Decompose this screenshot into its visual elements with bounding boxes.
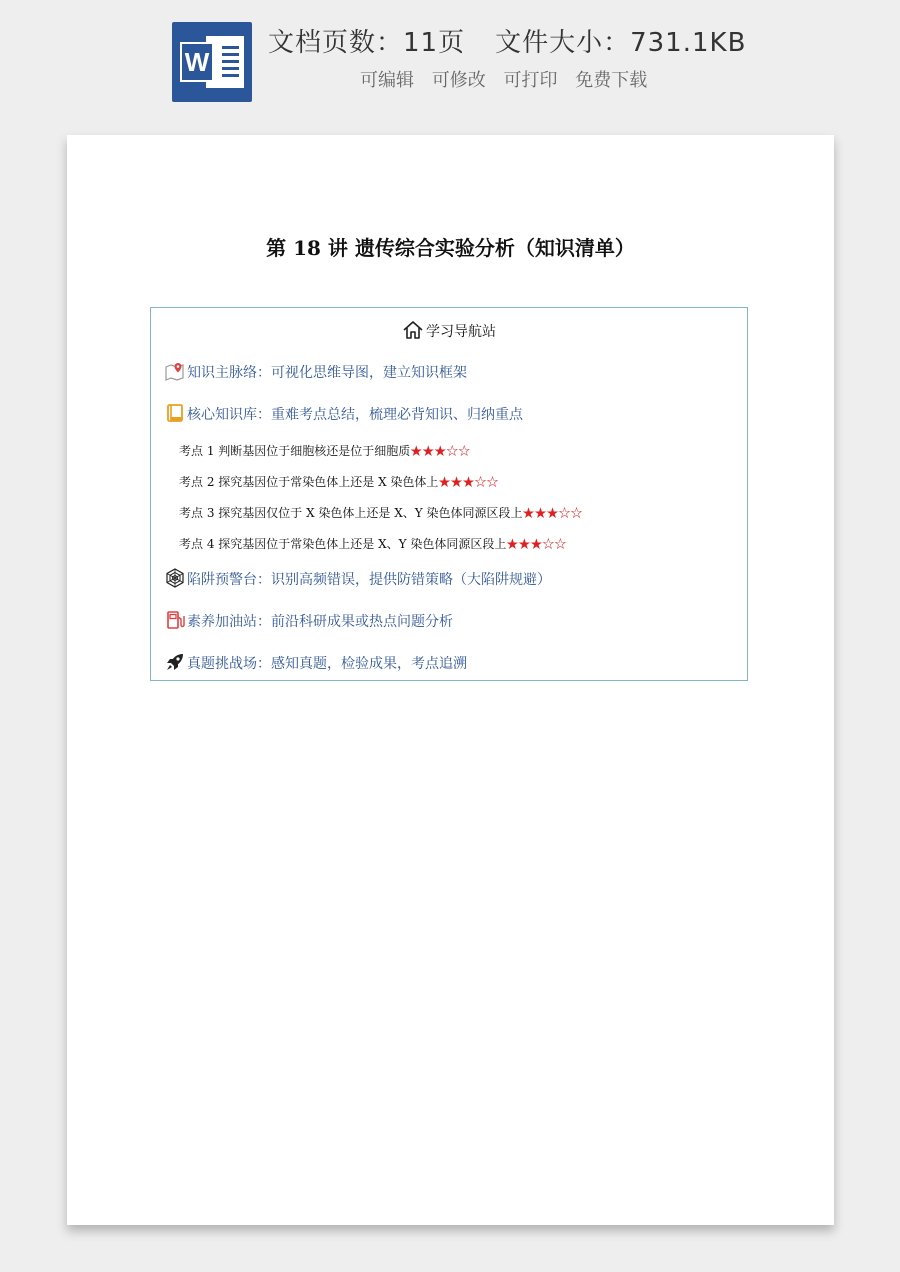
exam-point-4 (179, 535, 566, 552)
word-document-icon (172, 22, 252, 102)
star-rating: ★★★☆☆ (522, 506, 583, 520)
nav-item-text: 素养加油站：前沿科研成果或热点问题分析 (187, 614, 453, 630)
star-rating: ★★★☆☆ (410, 444, 471, 458)
star-rating: ★★★☆☆ (506, 537, 567, 551)
nav-title (151, 320, 747, 341)
file-meta (268, 22, 746, 59)
book-icon (165, 403, 185, 423)
page-count: 文档页数：11页 (268, 28, 466, 58)
action-printable: 可打印 (503, 70, 558, 91)
exam-point-text: 考点 2 探究基因位于常染色体上还是 X 染色体上 (179, 475, 439, 489)
exam-point-3 (179, 504, 583, 521)
nav-item-text: 陷阱预警台：识别高频错误，提供防错策略（大陷阱规避） (187, 572, 551, 588)
download-header (0, 0, 900, 120)
nav-item-text: 真题挑战场：感知真题，检验成果，考点追溯 (187, 656, 467, 672)
file-size: 文件大小：731.1KB (495, 28, 747, 58)
word-letter: W (184, 47, 210, 77)
rocket-icon (165, 652, 185, 672)
exam-point-text: 考点 4 探究基因位于常染色体上还是 X、Y 染色体同源区段上 (179, 537, 507, 551)
exam-point-text: 考点 3 探究基因仅位于 X 染色体上还是 X、Y 染色体同源区段上 (179, 506, 523, 520)
nav-item-text: 知识主脉络：可视化思维导图，建立知识框架 (187, 365, 467, 381)
exam-point-1 (179, 442, 470, 459)
exam-point-text: 考点 1 判断基因位于细胞核还是位于细胞质 (179, 444, 411, 458)
action-free-download[interactable]: 免费下载 (575, 70, 648, 91)
nav-item-literacy-station (165, 610, 453, 631)
study-navigation-box (150, 307, 748, 681)
nav-item-real-exam (165, 652, 467, 673)
nav-item-text: 核心知识库：重难考点总结，梳理必背知识、归纳重点 (187, 407, 523, 423)
home-icon (402, 320, 424, 340)
map-pin-icon (165, 361, 185, 381)
file-actions (360, 66, 659, 92)
document-title: 第 18 讲 遗传综合实验分析（知识清单） (266, 236, 635, 260)
nav-item-knowledge-map (165, 361, 467, 382)
exam-point-2 (179, 473, 498, 490)
nav-title-text: 学习导航站 (426, 324, 496, 340)
star-rating: ★★★☆☆ (438, 475, 499, 489)
action-modifiable: 可修改 (431, 70, 486, 91)
document-page (67, 135, 834, 1225)
action-editable: 可编辑 (360, 70, 414, 91)
web-icon (165, 568, 185, 588)
nav-item-core-knowledge (165, 403, 523, 424)
nav-item-trap-warning (165, 568, 551, 589)
fuel-pump-icon (165, 610, 185, 630)
